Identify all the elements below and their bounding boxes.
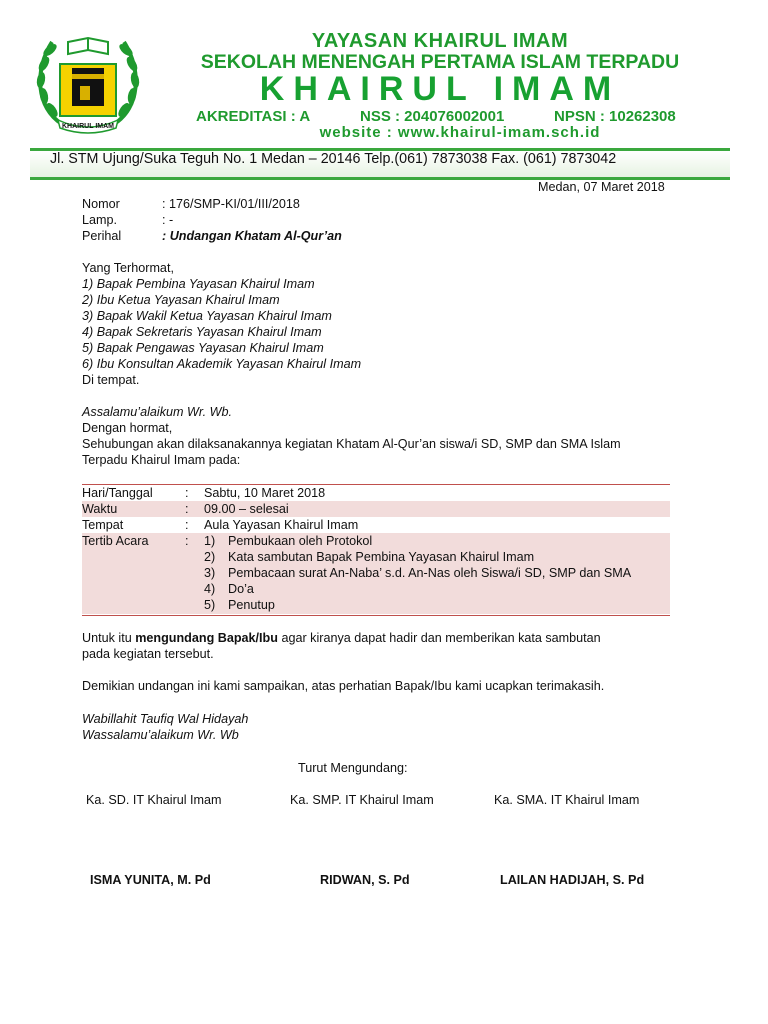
- schedule-colon: :: [185, 518, 189, 532]
- body-text: Untuk itu: [82, 631, 136, 645]
- body-paragraph-2: Demikian undangan ini kami sampaikan, atas perhatian Bapak/Ibu kami ucapkan terimakasih.: [82, 679, 605, 693]
- body-paragraph-1: [82, 630, 601, 646]
- body-emphasis: mengundang Bapak/Ibu: [135, 631, 278, 645]
- body-text: agar kiranya dapat hadir dan memberikan kata sambutan: [277, 631, 601, 645]
- signed-by-heading: Turut Mengundang:: [298, 761, 408, 775]
- field-value-nomor: : 176/SMP-KI/01/III/2018: [162, 197, 300, 211]
- field-value-perihal: : Undangan Khatam Al-Qur’an: [162, 229, 342, 243]
- recipient-item: 5) Bapak Pengawas Yayasan Khairul Imam: [82, 341, 324, 355]
- schedule-time-value: 09.00 – selesai: [204, 502, 289, 516]
- npsn-number: NPSN : 10262308: [554, 108, 676, 125]
- agenda-item: Do’a: [228, 582, 254, 596]
- field-label-perihal: Perihal: [82, 229, 122, 243]
- schedule-day-value: Sabtu, 10 Maret 2018: [204, 486, 326, 500]
- intro-line-2: Terpadu Khairul Imam pada:: [82, 453, 241, 467]
- schedule-day-label: Hari/Tanggal: [82, 486, 153, 500]
- school-type: SEKOLAH MENENGAH PERTAMA ISLAM TERPADU: [200, 51, 680, 73]
- accreditation: AKREDITASI : A: [196, 108, 311, 125]
- body-paragraph-1-cont: pada kegiatan tersebut.: [82, 647, 214, 661]
- recipient-item: 3) Bapak Wakil Ketua Yayasan Khairul Imam: [82, 309, 332, 323]
- schedule-venue-value: Aula Yayasan Khairul Imam: [204, 518, 359, 532]
- nss-number: NSS : 204076002001: [360, 108, 505, 125]
- recipient-item: 2) Ibu Ketua Yayasan Khairul Imam: [82, 293, 280, 307]
- signatory-role: Ka. SD. IT Khairul Imam: [86, 793, 222, 807]
- kaaba-icon: [72, 68, 104, 106]
- agenda-item: Pembacaan surat An-Naba’ s.d. An-Nas oleh Siswa/i SD, SMP dan SMA: [228, 566, 632, 580]
- signatory-role: Ka. SMP. IT Khairul Imam: [290, 793, 434, 807]
- signatory-name: LAILAN HADIJAH, S. Pd: [500, 873, 645, 887]
- closing-line-1: Wabillahit Taufiq Wal Hidayah: [82, 712, 249, 726]
- foundation-name: YAYASAN KHAIRUL IMAM: [311, 30, 569, 52]
- agenda-item-number: 2): [204, 550, 216, 564]
- field-value-lamp: : -: [162, 213, 174, 227]
- book-icon: [68, 38, 108, 54]
- place: Di tempat.: [82, 373, 140, 387]
- school-address: Jl. STM Ujung/Suka Teguh No. 1 Medan – 20146 Telp.(061) 7873038 Fax. (061) 7873042: [50, 151, 617, 167]
- schedule-venue-label: Tempat: [82, 518, 124, 532]
- agenda-item-number: 1): [204, 534, 216, 548]
- field-label-nomor: Nomor: [82, 197, 120, 211]
- agenda-item: Kata sambutan Bapak Pembina Yayasan Khairul Imam: [228, 550, 535, 564]
- greeting: Assalamu’alaikum Wr. Wb.: [82, 405, 232, 419]
- logo-caption: KHAIRUL IMAM: [62, 123, 114, 130]
- salutation: Yang Terhormat,: [82, 261, 174, 275]
- signatory-name: ISMA YUNITA, M. Pd: [90, 873, 211, 887]
- agenda-item: Penutup: [228, 598, 275, 612]
- intro-line-1: Sehubungan akan dilaksanakannya kegiatan Khatam Al-Qur’an siswa/i SD, SMP dan SMA Islam: [82, 437, 621, 451]
- respect-line: Dengan hormat,: [82, 421, 173, 435]
- schedule-time-label: Waktu: [82, 502, 118, 516]
- schedule-colon: :: [185, 502, 189, 516]
- agenda-item-number: 4): [204, 582, 216, 596]
- letter-date: Medan, 07 Maret 2018: [538, 180, 665, 194]
- school-logo: [30, 24, 146, 136]
- schedule-colon: :: [185, 534, 189, 548]
- schedule-colon: :: [185, 486, 189, 500]
- agenda-item-number: 5): [204, 598, 216, 612]
- recipient-item: 1) Bapak Pembina Yayasan Khairul Imam: [82, 277, 315, 291]
- school-name: KHAIRUL IMAM: [259, 70, 621, 108]
- field-label-lamp: Lamp.: [82, 213, 118, 227]
- signatory-role: Ka. SMA. IT Khairul Imam: [494, 793, 640, 807]
- schedule-agenda-label: Tertib Acara: [82, 534, 149, 548]
- recipient-item: 6) Ibu Konsultan Akademik Yayasan Khairul Imam: [82, 357, 362, 371]
- closing-line-2: Wassalamu’alaikum Wr. Wb: [82, 728, 239, 742]
- agenda-item-number: 3): [204, 566, 216, 580]
- recipient-item: 4) Bapak Sekretaris Yayasan Khairul Imam: [82, 325, 322, 339]
- agenda-item: Pembukaan oleh Protokol: [228, 534, 373, 548]
- signatory-name: RIDWAN, S. Pd: [320, 873, 410, 887]
- school-website: website : www.khairul-imam.sch.id: [319, 124, 601, 141]
